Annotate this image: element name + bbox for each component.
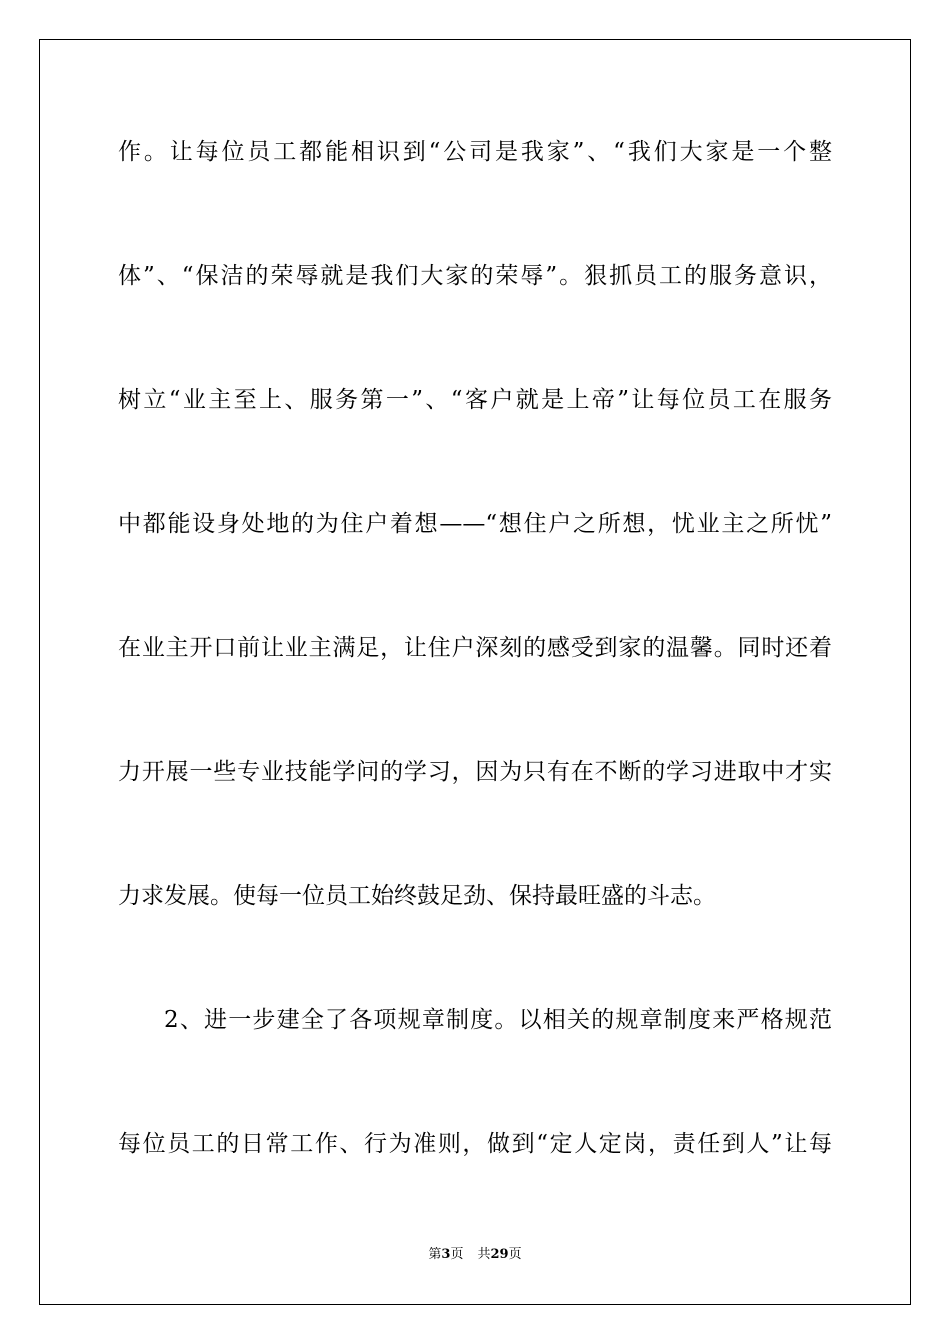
footer-page-number: 3 (441, 1247, 451, 1262)
page-footer (0, 1246, 950, 1264)
body-line-2: 体”、“保洁的荣辱就是我们大家的荣辱”。狠抓员工的服务意识， (118, 263, 832, 289)
body-line-9: 每位员工的日常工作、行为准则，做到“定人定岗，责任到人”让每 (118, 1131, 832, 1157)
body-line-3: 树立“业主至上、服务第一”、“客户就是上帝”让每位员工在服务 (118, 387, 832, 413)
footer-total-pages: 29 (490, 1247, 509, 1262)
footer-page-prefix: 第 (428, 1247, 442, 1262)
body-line-4: 中都能设身处地的为住户着想——“想住户之所想，忧业主之所忧” (118, 511, 832, 537)
body-line-7: 力求发展。使每一位员工始终鼓足劲、保持最旺盛的斗志。 (118, 883, 716, 909)
footer-page-suffix: 页 (450, 1247, 464, 1262)
body-line-6: 力开展一些专业技能学问的学习，因为只有在不断的学习进取中才实 (118, 759, 832, 785)
body-line-5: 在业主开口前让业主满足，让住户深刻的感受到家的温馨。同时还着 (118, 635, 832, 661)
footer-total-suffix: 页 (508, 1247, 522, 1262)
body-line-8: 2、进一步建全了各项规章制度。以相关的规章制度来严格规范 (164, 1007, 832, 1033)
page-border (39, 39, 911, 1305)
footer-total-prefix: 共 (477, 1247, 491, 1262)
body-line-1: 作。让每位员工都能相识到“公司是我家”、“我们大家是一个整 (118, 139, 832, 165)
